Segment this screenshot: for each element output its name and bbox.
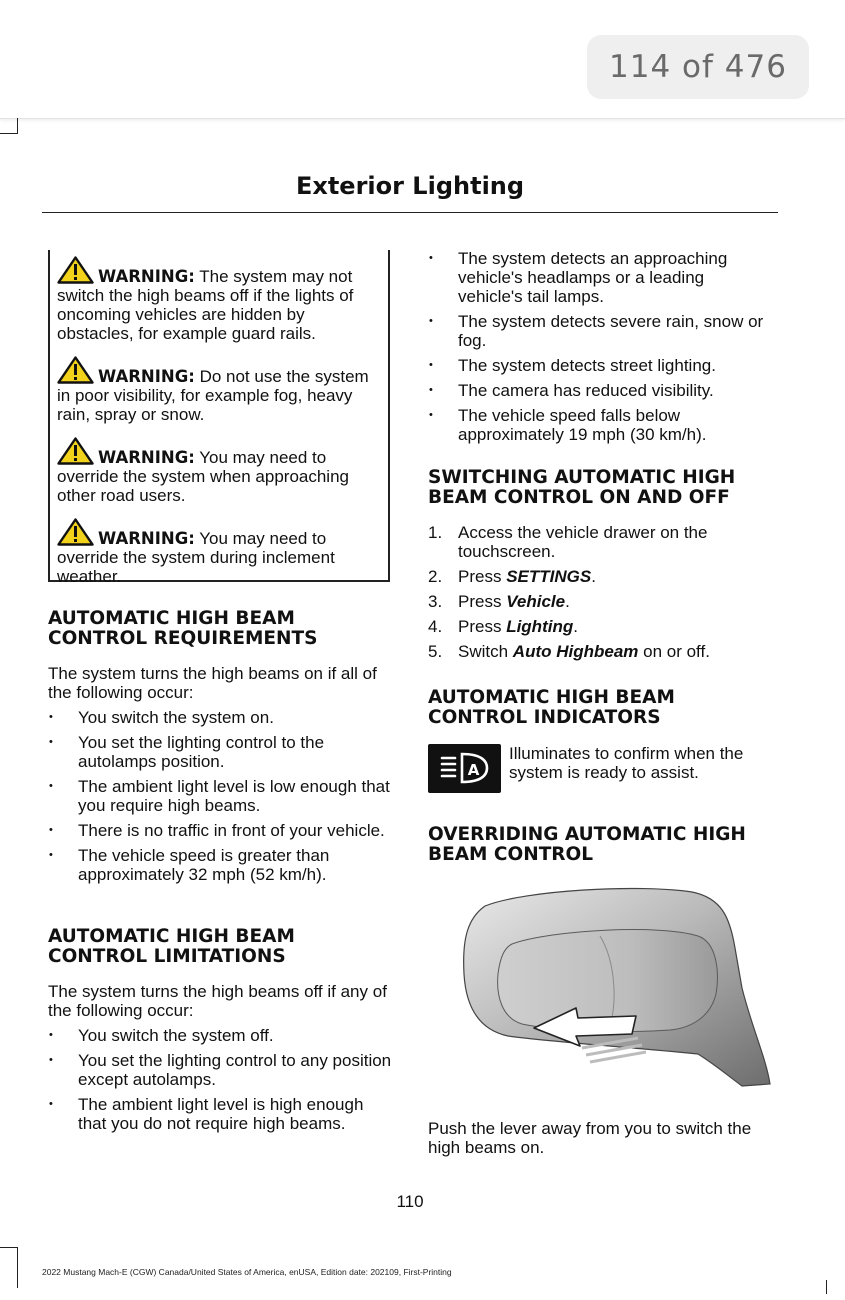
step-item: 2. Press SETTINGS. [428, 567, 596, 586]
list-item: • The ambient light level is high enough that you do not require high beams. [48, 1095, 393, 1133]
warning-triangle-icon [57, 518, 94, 546]
list-item: • The vehicle speed falls below approximately 19 mph (30 km/h). [428, 406, 773, 444]
warning-text: Do not use the system in poor visibility, for example fog, heavy rain, spray or snow. [57, 367, 369, 424]
section-intro: The system turns the high beams off if any of the following occur: [48, 982, 387, 1020]
page-footer: 2022 Mustang Mach-E (CGW) Canada/United States of America, enUSA, Edition date: 202109, First-Printing [42, 1267, 452, 1277]
viewer-top-bar [0, 0, 845, 119]
page-number: 110 [396, 1192, 424, 1211]
switching-section [428, 468, 773, 661]
warning-item [57, 437, 382, 505]
crop-mark [0, 1247, 18, 1288]
auto-high-beam-indicator-icon [428, 744, 501, 793]
warning-item [57, 256, 382, 343]
list-item: • The system detects street lighting. [428, 356, 773, 375]
list-item: • There is no traffic in front of your vehicle. [48, 821, 393, 840]
warning-label: WARNING: [98, 448, 195, 467]
warning-triangle-icon [57, 256, 94, 284]
warning-box [48, 250, 390, 586]
warning-label: WARNING: [98, 529, 195, 548]
list-item: • You switch the system on. [48, 708, 393, 727]
section-heading: AUTOMATIC HIGH BEAM CONTROL LIMITATIONS [48, 926, 295, 967]
auto-high-beam-indicator-icon-graphic [428, 744, 501, 793]
section-heading: SWITCHING AUTOMATIC HIGH BEAM CONTROL ON AND OFF [428, 467, 736, 508]
warning-triangle-icon [57, 356, 94, 384]
limitations-section [48, 927, 393, 1133]
list-item: • The camera has reduced visibility. [428, 381, 773, 400]
step-item: 5. Switch Auto Highbeam on or off. [428, 642, 710, 661]
page-counter: 114 of 476 [587, 35, 809, 99]
warning-item [57, 518, 382, 586]
crop-mark [0, 118, 18, 134]
warning-text: The system may not switch the high beams off if the lights of oncoming vehicles are hidden by obstacles, for example guard rails. [57, 267, 354, 343]
list-item: • You set the lighting control to any position except autolamps. [48, 1051, 393, 1089]
section-heading: AUTOMATIC HIGH BEAM CONTROL INDICATORS [428, 687, 675, 728]
warning-label: WARNING: [98, 267, 195, 286]
crop-mark [826, 1280, 827, 1294]
list-item: • The system detects an approaching vehicle's headlamps or a leading vehicle's tail lamps. [428, 249, 773, 306]
figure-caption: Push the lever away from you to switch the high beams on. [428, 1119, 752, 1157]
warning-label: WARNING: [98, 367, 195, 386]
list-item: • The ambient light level is low enough that you require high beams. [48, 777, 393, 815]
step-item: 3. Press Vehicle. [428, 592, 570, 611]
requirements-section [48, 609, 393, 884]
section-heading: AUTOMATIC HIGH BEAM CONTROL REQUIREMENTS [48, 608, 318, 649]
overriding-section [428, 825, 773, 864]
list-item: • The system detects severe rain, snow or fog. [428, 312, 773, 350]
indicator-description: Illuminates to confirm when the system is ready to assist. [509, 744, 744, 782]
warning-text: You may need to override the system during inclement weather. [57, 529, 335, 586]
page-title: Exterior Lighting [295, 172, 525, 200]
section-intro: The system turns the high beams on if all of the following occur: [48, 664, 377, 702]
list-item: • You switch the system off. [48, 1026, 393, 1045]
svg-text:A: A [467, 761, 480, 779]
list-item: • The vehicle speed is greater than approximately 32 mph (52 km/h). [48, 846, 393, 884]
warning-item [57, 356, 382, 424]
title-divider [42, 212, 778, 213]
lever-push-arrow-illustration [430, 878, 775, 1090]
warning-text: You may need to override the system when approaching other road users. [57, 448, 349, 505]
limitations-continued [428, 249, 773, 444]
list-item: • You set the lighting control to the autolamps position. [48, 733, 393, 771]
step-item: 1. Access the vehicle drawer on the touchscreen. [428, 523, 708, 561]
indicators-section [428, 688, 773, 727]
step-item: 4. Press Lighting. [428, 617, 578, 636]
section-heading: OVERRIDING AUTOMATIC HIGH BEAM CONTROL [428, 824, 746, 865]
warning-triangle-icon [57, 437, 94, 465]
